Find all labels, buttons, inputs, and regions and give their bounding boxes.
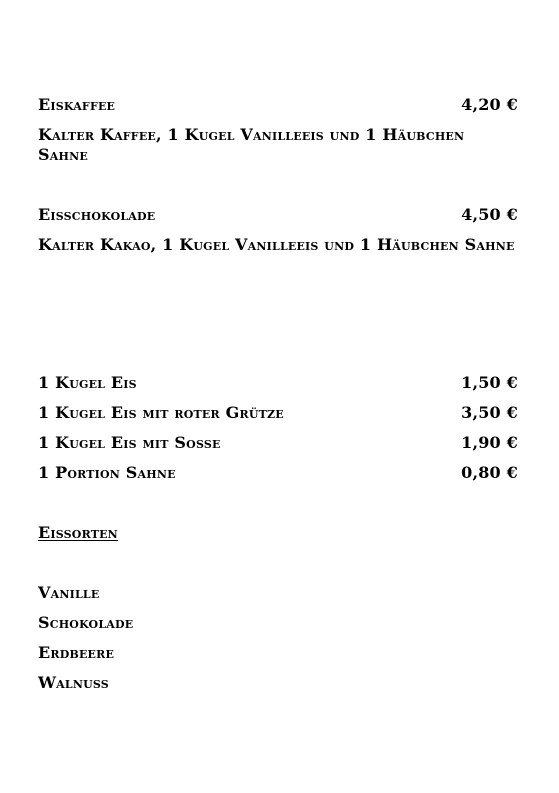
item-name: 1 Kugel Eis mit Sosse bbox=[38, 433, 221, 452]
menu-page bbox=[38, 0, 518, 793]
item-price: 1,50 € bbox=[461, 373, 518, 392]
menu-item bbox=[38, 403, 518, 422]
item-price: 3,50 € bbox=[461, 403, 518, 422]
flavor-item: Vanille bbox=[38, 583, 100, 602]
item-price: 1,90 € bbox=[461, 433, 518, 452]
item-name: 1 Kugel Eis bbox=[38, 373, 137, 392]
item-name: 1 Portion Sahne bbox=[38, 463, 176, 482]
item-price: 4,50 € bbox=[461, 205, 518, 224]
menu-item bbox=[38, 373, 518, 392]
item-name: 1 Kugel Eis mit roter Grütze bbox=[38, 403, 284, 422]
item-price: 4,20 € bbox=[461, 95, 518, 114]
menu-item bbox=[38, 463, 518, 482]
item-name: Eiskaffee bbox=[38, 95, 116, 114]
item-description: Kalter Kaffee, 1 Kugel Vanilleeis und 1 Häubchen Sahne bbox=[38, 125, 465, 164]
flavors-heading: Eissorten bbox=[38, 523, 118, 542]
item-description: Kalter Kakao, 1 Kugel Vanilleeis und 1 Häubchen Sahne bbox=[38, 235, 515, 254]
flavor-item: Schokolade bbox=[38, 613, 134, 632]
menu-item bbox=[38, 433, 518, 452]
flavor-item: Erdbeere bbox=[38, 643, 115, 662]
menu-item-eisschokolade bbox=[38, 205, 518, 224]
flavor-item: Walnuss bbox=[38, 673, 109, 692]
item-price: 0,80 € bbox=[461, 463, 518, 482]
menu-item-eiskaffee bbox=[38, 95, 518, 114]
item-name: Eisschokolade bbox=[38, 205, 156, 224]
